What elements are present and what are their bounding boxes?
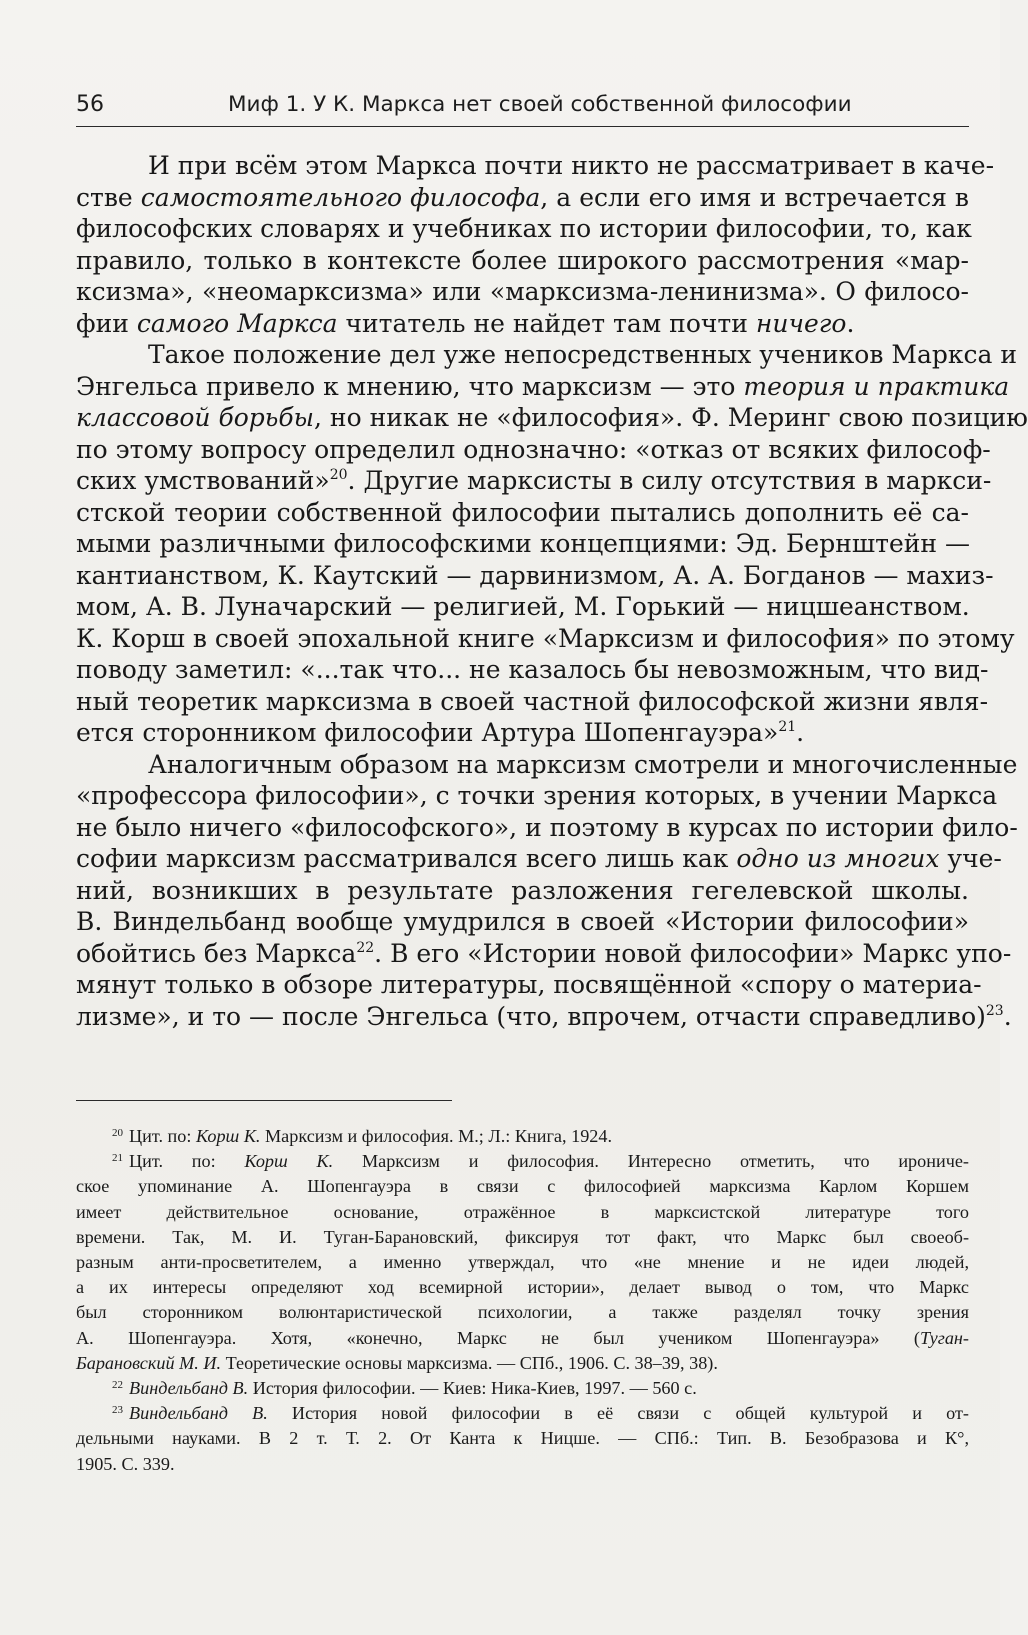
text-line	[76, 906, 969, 938]
page-header	[76, 90, 969, 127]
text-run: ется сторонником философии Артура Шопенгауэра»	[76, 718, 779, 747]
italic-text: ничего	[755, 308, 847, 338]
text-run: . Другие марксисты в силу отсутствия в маркси-	[347, 466, 992, 495]
footnote-number: 22	[112, 1379, 123, 1392]
italic-text: самого Маркса	[136, 308, 338, 338]
text-run: . В его «Истории новой философии» Маркс упо-	[374, 938, 1012, 968]
text-run: а их интересы определяют ход всемирной истории», делает вывод о том, что Маркс	[76, 1277, 969, 1298]
text-run: ское упоминание А. Шопенгауэра в связи с философией марксизма Карлом Коршем	[76, 1176, 969, 1197]
footnote-22	[76, 1376, 969, 1401]
text-run: Энгельса привело к мнению, что марксизм — это	[76, 371, 744, 401]
footnote-line	[76, 1200, 969, 1225]
footnote-number: 23	[112, 1404, 123, 1417]
footnote-line	[76, 1452, 969, 1477]
main-text	[76, 150, 1028, 1032]
text-line	[76, 717, 969, 749]
footnote-line	[76, 1351, 969, 1376]
footnote-reference[interactable]: 23	[985, 1002, 1004, 1019]
footnote-line	[76, 1250, 969, 1275]
text-run: История новой философии в её связи с общей культурой и от-	[267, 1403, 969, 1424]
text-run: стве	[76, 182, 141, 212]
text-line	[76, 182, 969, 214]
text-run: Марксизм и философия. Интересно отметить, что ирониче-	[333, 1151, 969, 1172]
italic-text: теория и практика	[743, 371, 1010, 401]
text-run: правило, только в контексте более широкого рассмотрения «мар-	[76, 245, 969, 275]
text-run: И при всём этом Маркса почти никто не рассматривает в каче-	[148, 151, 995, 180]
text-line	[76, 969, 982, 1001]
text-line	[76, 623, 1015, 655]
italic-text: Виндельбанд В.	[129, 1378, 249, 1399]
italic-text: Барановский М. И.	[76, 1352, 222, 1373]
text-line	[76, 560, 994, 592]
text-run: разным анти-просветителем, а именно утверждал, что «не мнение и не идеи людей,	[76, 1252, 969, 1273]
text-line	[76, 749, 1018, 781]
text-run: А. Шопенгауэра. Хотя, «конечно, Маркс не был учеником Шопенгауэра» (	[76, 1327, 920, 1348]
text-line	[76, 528, 969, 560]
footnote-21	[76, 1149, 969, 1376]
footnote-number: 21	[112, 1152, 123, 1165]
text-run: поводу заметил: «...так что... не казалось бы невозможным, что вид-	[76, 655, 989, 684]
italic-text: классовой борьбы	[76, 403, 315, 432]
paragraph	[76, 339, 1028, 749]
text-run: фии	[76, 308, 137, 338]
footnote-line	[76, 1124, 969, 1149]
footnote-line	[76, 1174, 969, 1199]
text-run: Аналогичным образом на марксизм смотрели и многочисленные	[148, 749, 1018, 779]
text-run: философских словарях и учебниках по истории философии, то, как	[76, 214, 972, 243]
text-run: ксизма», «неомарксизма» или «марксизма-ленинизма». О филосо-	[76, 277, 969, 306]
text-run: ских умствований»	[76, 466, 330, 495]
text-run: мянут только в обзоре литературы, посвящённой «спору о материа-	[76, 970, 982, 999]
text-line	[76, 812, 1018, 844]
text-run: 1905. С. 339.	[76, 1453, 175, 1474]
text-run: .	[1003, 1001, 1012, 1031]
text-run: читатель не найдет там почти	[337, 308, 756, 338]
text-line	[76, 434, 991, 466]
text-run: кантианством, К. Каутский — дарвинизмом, А. А. Богданов — махиз-	[76, 560, 994, 590]
text-run: обойтись без Маркса	[76, 938, 357, 968]
page-number: 56	[76, 92, 104, 117]
italic-text: Корш К.	[244, 1151, 334, 1172]
italic-text: Виндельбанд В.	[129, 1403, 268, 1424]
text-run: имеет действительное основание, отражённое в марксистской литературе того	[76, 1201, 969, 1222]
italic-text: одно из многих	[736, 844, 940, 873]
text-run: , а если его имя и встречается в	[540, 182, 970, 212]
footnote-reference[interactable]: 21	[778, 719, 797, 735]
text-run: лизме», и то — после Энгельса (что, впрочем, отчасти справедливо)	[76, 1001, 986, 1031]
footnote-line	[76, 1225, 969, 1250]
footnote-20	[76, 1124, 969, 1149]
italic-text: Туган-	[919, 1327, 969, 1348]
footnote-reference[interactable]: 22	[356, 939, 375, 956]
text-run: Такое положение дел уже непосредственных учеников Маркса и	[148, 340, 1018, 369]
text-run: «профессора философии», с точки зрения которых, в учении Маркса	[76, 781, 998, 810]
footnote-line	[76, 1401, 969, 1426]
text-run: Цит. по:	[129, 1151, 245, 1172]
text-run: софии марксизм рассматривался всего лишь как	[76, 844, 737, 873]
footnote-line	[76, 1300, 969, 1325]
text-run: ный теоретик марксизма в своей частной философской жизни явля-	[76, 686, 989, 716]
text-line	[76, 938, 1012, 970]
italic-text: Корш К.	[195, 1126, 261, 1146]
text-line	[76, 591, 969, 623]
text-line	[76, 875, 969, 907]
text-run: Теоретические основы марксизма. — СПб., 1906. С. 38–39, 38).	[221, 1352, 718, 1373]
text-line	[76, 686, 989, 718]
text-run: по этому вопросу определил однозначно: «отказ от всяких философ-	[76, 434, 991, 464]
text-line	[76, 843, 1002, 875]
text-line	[76, 308, 969, 340]
text-line	[76, 150, 995, 182]
footnote-number: 20	[112, 1127, 123, 1139]
text-run: , но никак не «философия». Ф. Меринг свою позицию	[314, 403, 1028, 432]
text-run: К. Корш в своей эпохальной книге «Марксизм и философия» по этому	[76, 623, 1015, 653]
text-run: В. Виндельбанд вообще умудрился в своей «Истории философии»	[76, 907, 969, 936]
italic-text: самостоятельного философа	[140, 182, 541, 212]
text-line	[76, 1001, 1012, 1033]
text-run: мыми различными философскими концепциями: Эд. Бернштейн —	[76, 529, 971, 558]
text-line	[76, 245, 969, 277]
footnote-separator	[76, 1100, 452, 1101]
text-run: дельными науками. В 2 т. Т. 2. От Канта к Ницше. — СПб.: Тип. В. Безобразова и К°,	[76, 1428, 969, 1449]
text-run: времени. Так, М. И. Туган-Барановский, фиксируя тот факт, что Маркс был своеоб-	[76, 1226, 969, 1247]
text-run: История философии. — Киев: Ника-Киев, 1997. — 560 с.	[248, 1378, 697, 1399]
text-line	[76, 213, 972, 245]
footnote-23	[76, 1401, 969, 1477]
text-run: мом, А. В. Луначарский — религией, М. Горький — ницшеанством.	[76, 592, 970, 621]
text-run: стской теории собственной философии пытались дополнить её са-	[76, 497, 969, 527]
text-line	[76, 371, 1010, 403]
text-run: Марксизм и философия. М.; Л.: Книга, 1924.	[260, 1126, 613, 1146]
text-line	[76, 497, 969, 529]
text-line	[76, 780, 998, 812]
paragraph	[76, 150, 995, 339]
text-run: уче-	[939, 844, 1002, 873]
text-line	[76, 465, 992, 497]
footnotes	[76, 1124, 969, 1477]
text-line	[76, 402, 1028, 434]
text-line	[76, 339, 1018, 371]
text-run: Цит. по:	[129, 1126, 196, 1146]
footnote-line	[76, 1326, 969, 1351]
text-run: .	[846, 308, 855, 338]
footnote-reference[interactable]: 20	[329, 467, 348, 483]
text-line	[76, 654, 989, 686]
footnote-line	[76, 1275, 969, 1300]
footnote-line	[76, 1149, 969, 1174]
footnote-line	[76, 1426, 969, 1451]
text-run: ний, возникших в результате разложения гегелевской школы.	[76, 875, 969, 905]
text-run: был сторонником волюнтаристической психологии, а также разделял точку зрения	[76, 1302, 969, 1323]
paragraph	[76, 749, 1018, 1033]
running-title: Миф 1. У К. Маркса нет своей собственной философии	[228, 92, 852, 117]
text-run: .	[796, 718, 805, 747]
footnote-line	[76, 1376, 969, 1401]
text-run: не было ничего «философского», и поэтому в курсах по истории фило-	[76, 812, 1018, 842]
text-line	[76, 276, 969, 308]
